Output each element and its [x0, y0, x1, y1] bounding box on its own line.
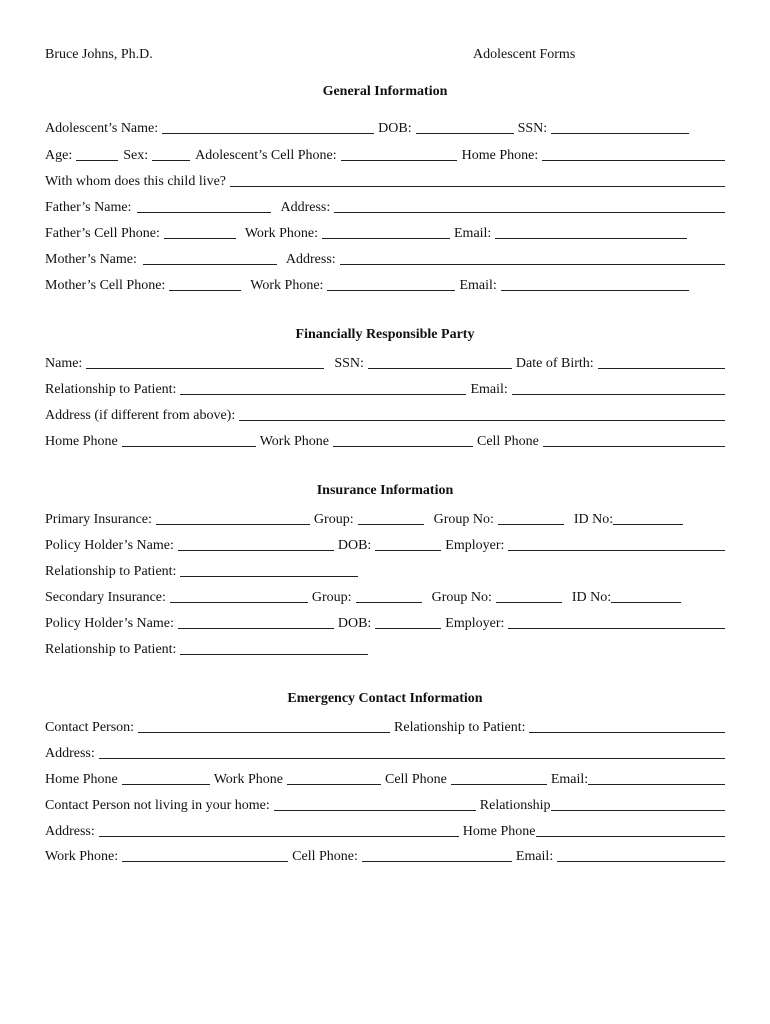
father-cell-label: Father’s Cell Phone: — [45, 226, 160, 241]
emergency-cell-phone-2-field[interactable] — [362, 860, 512, 862]
financial-name-label: Name: — [45, 356, 83, 371]
row-mother-name — [45, 248, 725, 268]
group-no-label: Group No: — [433, 512, 494, 527]
insurance-relationship-label: Relationship to Patient: — [45, 564, 177, 579]
cell-phone-label: Adolescent’s Cell Phone: — [195, 148, 337, 163]
lives-with-label: With whom does this child live? — [45, 174, 227, 189]
age-label: Age: — [45, 148, 73, 163]
policy-dob-2-label: DOB: — [337, 616, 372, 631]
financial-home-phone-label: Home Phone — [45, 434, 118, 449]
row-mother-phones — [45, 274, 725, 294]
emergency-cell-phone-label: Cell Phone — [384, 772, 447, 787]
row-adolescent-name — [45, 117, 725, 137]
mother-cell-label: Mother’s Cell Phone: — [45, 278, 166, 293]
ssn-label: SSN: — [517, 121, 548, 136]
cell-phone-field[interactable] — [341, 159, 457, 161]
primary-insurance-field[interactable] — [156, 523, 310, 525]
sex-label: Sex: — [123, 148, 149, 163]
not-living-label: Contact Person not living in your home: — [45, 798, 270, 813]
home-phone-field[interactable] — [542, 159, 725, 161]
row-father-name — [45, 196, 725, 216]
emergency-relationship-label: Relationship to Patient: — [394, 720, 526, 735]
dob-label: DOB: — [378, 121, 412, 136]
policy-holder-2-label: Policy Holder’s Name: — [45, 616, 174, 631]
section-title-financial: Financially Responsible Party — [295, 327, 475, 342]
row-not-living — [45, 794, 725, 814]
financial-cell-phone-field[interactable] — [543, 445, 725, 447]
employer-2-label: Employer: — [445, 616, 505, 631]
row-emergency-address-2 — [45, 820, 725, 840]
emergency-address-field[interactable] — [99, 757, 725, 759]
financial-cell-phone-label: Cell Phone — [476, 434, 539, 449]
financial-name-field[interactable] — [86, 367, 324, 369]
emergency-email-label: Email: — [550, 772, 589, 787]
not-living-field[interactable] — [274, 809, 476, 811]
employer-label: Employer: — [445, 538, 505, 553]
father-work-label: Work Phone: — [244, 226, 318, 241]
mother-name-field[interactable] — [143, 263, 277, 265]
contact-person-field[interactable] — [138, 731, 390, 733]
adolescent-name-field[interactable] — [162, 132, 374, 134]
row-contact-person — [45, 716, 725, 736]
sex-field[interactable] — [152, 159, 190, 161]
insurance-relationship-2-label: Relationship to Patient: — [45, 642, 177, 657]
row-emergency-phones-2 — [45, 845, 725, 865]
group-2-field[interactable] — [356, 601, 422, 603]
financial-address-label: Address (if different from above): — [45, 408, 236, 423]
father-address-label: Address: — [280, 200, 331, 215]
policy-holder-field[interactable] — [178, 549, 334, 551]
emergency-address-2-field[interactable] — [99, 835, 459, 837]
policy-holder-2-field[interactable] — [178, 627, 334, 629]
row-primary-insurance — [45, 508, 725, 528]
age-field[interactable] — [76, 159, 118, 161]
mother-cell-field[interactable] — [169, 289, 241, 291]
emergency-relationship-field[interactable] — [529, 731, 725, 733]
ssn-field[interactable] — [551, 132, 689, 134]
id-no-field[interactable] — [613, 523, 683, 525]
employer-field[interactable] — [508, 549, 725, 551]
emergency-home-phone-2-field[interactable] — [536, 835, 726, 837]
group-2-label: Group: — [311, 590, 352, 605]
row-financial-address — [45, 404, 725, 424]
section-title-insurance: Insurance Information — [316, 483, 454, 498]
financial-email-label: Email: — [470, 382, 508, 397]
id-no-label: ID No: — [573, 512, 614, 527]
dob-field[interactable] — [416, 132, 514, 134]
financial-dob-field[interactable] — [598, 367, 725, 369]
group-label: Group: — [313, 512, 354, 527]
financial-work-phone-label: Work Phone — [259, 434, 329, 449]
emergency-home-phone-field[interactable] — [122, 783, 210, 785]
policy-dob-label: DOB: — [337, 538, 372, 553]
policy-dob-2-field[interactable] — [375, 627, 441, 629]
row-lives-with — [45, 170, 725, 190]
section-title-emergency: Emergency Contact Information — [287, 691, 483, 706]
author-name: Bruce Johns, Ph.D. — [45, 47, 153, 62]
group-no-2-label: Group No: — [431, 590, 492, 605]
father-email-field[interactable] — [495, 237, 687, 239]
row-financial-name — [45, 352, 725, 372]
row-financial-phones — [45, 430, 725, 450]
row-policy-holder-2 — [45, 612, 725, 632]
row-secondary-insurance — [45, 586, 725, 606]
financial-home-phone-field[interactable] — [122, 445, 256, 447]
emergency-cell-phone-field[interactable] — [451, 783, 547, 785]
mother-email-label: Email: — [459, 278, 497, 293]
financial-ssn-label: SSN: — [334, 356, 364, 371]
row-insurance-relationship — [45, 560, 725, 580]
group-no-field[interactable] — [498, 523, 564, 525]
emergency-email-2-label: Email: — [515, 849, 554, 864]
policy-dob-field[interactable] — [375, 549, 441, 551]
emergency-address-label: Address: — [45, 746, 95, 761]
row-age-sex-phones — [45, 144, 725, 164]
section-title-general: General Information — [322, 84, 448, 99]
emergency-relationship-2-field[interactable] — [551, 809, 725, 811]
home-phone-label: Home Phone: — [461, 148, 539, 163]
emergency-email-2-field[interactable] — [557, 860, 725, 862]
mother-email-field[interactable] — [501, 289, 689, 291]
row-emergency-address — [45, 742, 725, 762]
row-financial-relationship — [45, 378, 725, 398]
father-cell-field[interactable] — [164, 237, 236, 239]
mother-address-label: Address: — [285, 252, 336, 267]
financial-relationship-label: Relationship to Patient: — [45, 382, 177, 397]
financial-dob-label: Date of Birth: — [515, 356, 594, 371]
emergency-work-phone-2-field[interactable] — [122, 860, 288, 862]
insurance-relationship-field[interactable] — [180, 575, 358, 577]
row-father-phones — [45, 222, 725, 242]
father-email-label: Email: — [454, 226, 492, 241]
emergency-work-phone-2-label: Work Phone: — [45, 849, 119, 864]
group-field[interactable] — [358, 523, 424, 525]
secondary-insurance-field[interactable] — [170, 601, 308, 603]
mother-work-field[interactable] — [327, 289, 455, 291]
emergency-relationship-2-label: Relationship — [479, 798, 551, 813]
id-no-2-label: ID No: — [571, 590, 612, 605]
emergency-address-2-label: Address: — [45, 824, 95, 839]
form-title: Adolescent Forms — [473, 47, 576, 62]
adolescent-name-label: Adolescent’s Name: — [45, 121, 159, 136]
father-name-field[interactable] — [137, 211, 271, 213]
father-work-field[interactable] — [322, 237, 450, 239]
primary-insurance-label: Primary Insurance: — [45, 512, 152, 527]
insurance-relationship-2-field[interactable] — [180, 653, 368, 655]
emergency-email-field[interactable] — [588, 783, 725, 785]
secondary-insurance-label: Secondary Insurance: — [45, 590, 166, 605]
emergency-work-phone-field[interactable] — [287, 783, 381, 785]
financial-address-field[interactable] — [239, 419, 725, 421]
financial-email-field[interactable] — [512, 393, 725, 395]
financial-work-phone-field[interactable] — [333, 445, 473, 447]
employer-2-field[interactable] — [508, 627, 725, 629]
mother-address-field[interactable] — [340, 263, 725, 265]
father-name-label: Father’s Name: — [45, 200, 132, 215]
group-no-2-field[interactable] — [496, 601, 562, 603]
emergency-cell-phone-2-label: Cell Phone: — [292, 849, 358, 864]
emergency-home-phone-label: Home Phone — [45, 772, 118, 787]
financial-ssn-field[interactable] — [368, 367, 512, 369]
emergency-work-phone-label: Work Phone — [213, 772, 283, 787]
id-no-2-field[interactable] — [611, 601, 681, 603]
contact-person-label: Contact Person: — [45, 720, 135, 735]
policy-holder-label: Policy Holder’s Name: — [45, 538, 174, 553]
lives-with-field[interactable] — [230, 185, 725, 187]
mother-name-label: Mother’s Name: — [45, 252, 137, 267]
financial-relationship-field[interactable] — [180, 393, 466, 395]
row-emergency-phones — [45, 768, 725, 788]
row-insurance-relationship-2 — [45, 638, 725, 658]
father-address-field[interactable] — [334, 211, 725, 213]
mother-work-label: Work Phone: — [250, 278, 324, 293]
emergency-home-phone-2-label: Home Phone — [462, 824, 536, 839]
row-policy-holder — [45, 534, 725, 554]
